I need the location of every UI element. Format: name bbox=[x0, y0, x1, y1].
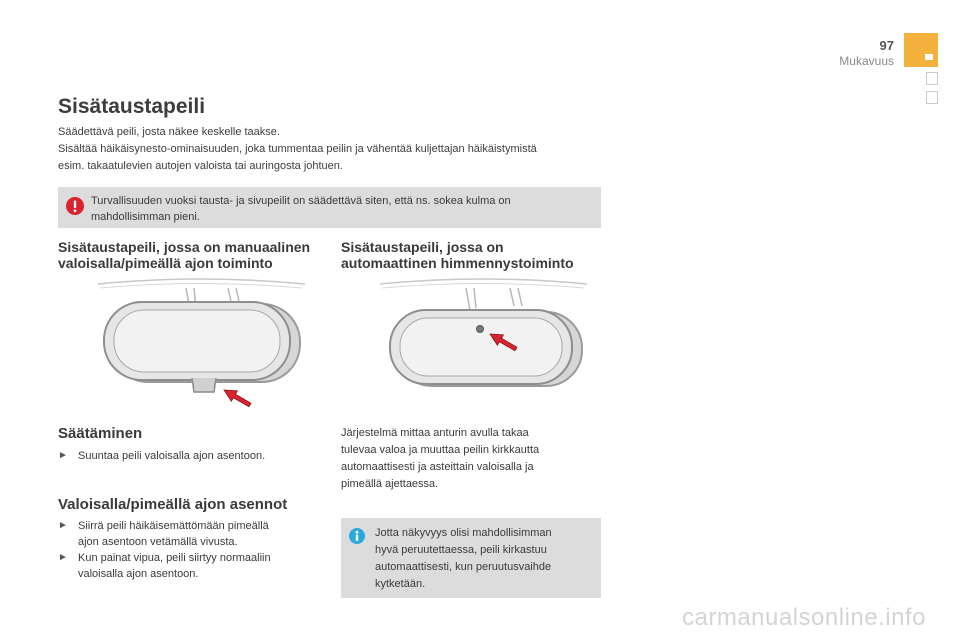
manual-mirror-heading bbox=[58, 239, 328, 271]
positions-heading: Valoisalla/pimeällä ajon asennot bbox=[58, 496, 288, 513]
positions-list bbox=[58, 518, 328, 582]
intro-text bbox=[58, 124, 618, 175]
paragraph-line: Järjestelmä mittaa anturin avulla takaa bbox=[341, 427, 529, 439]
info-note bbox=[341, 518, 601, 598]
chapter-tab-empty bbox=[926, 91, 938, 104]
heading-line: valoisalla/pimeällä ajon toiminto bbox=[58, 255, 273, 271]
list-item-text: Kun painat vipua, peili siirtyy normaaliin bbox=[78, 552, 271, 564]
intro-line: esim. takaatulevien autojen valoista tai auringosta johtuen. bbox=[58, 160, 343, 172]
list-item bbox=[58, 550, 328, 582]
light-sensor-icon bbox=[477, 326, 484, 333]
list-item-text: ajon asentoon vetämällä vivusta. bbox=[78, 536, 238, 548]
warning-line: Turvallisuuden vuoksi tausta- ja sivupeilit on säädettävä siten, että ns. sokea kulma on bbox=[91, 195, 511, 207]
chapter-tab bbox=[904, 33, 938, 67]
page-number: 97 bbox=[879, 38, 894, 53]
info-icon bbox=[349, 528, 365, 544]
bullet-arrow-icon: ► bbox=[58, 520, 68, 531]
intro-line: Sisältää häikäisynesto-ominaisuuden, joka tummentaa peilin ja vähentää kuljettajan häikäistymistä bbox=[58, 143, 537, 155]
red-arrow bbox=[221, 385, 253, 410]
auto-mirror-illustration bbox=[372, 276, 597, 411]
tab-marker bbox=[925, 54, 933, 60]
adjust-heading: Säätäminen bbox=[58, 425, 143, 442]
bullet-arrow-icon: ► bbox=[58, 450, 68, 461]
page-title: Sisätaustapeili bbox=[58, 95, 206, 118]
watermark: carmanualsonline.info bbox=[682, 604, 926, 631]
auto-mirror-heading bbox=[341, 239, 611, 271]
info-line: hyvä peruutettaessa, peili kirkastuu bbox=[375, 544, 547, 556]
paragraph-line: automaattisesti ja asteittain valoisalla ja bbox=[341, 461, 534, 473]
info-line: Jotta näkyvyys olisi mahdollisimman bbox=[375, 527, 552, 539]
manual-mirror-illustration bbox=[90, 276, 315, 411]
chapter-title: Mukavuus bbox=[839, 54, 894, 68]
list-item bbox=[58, 448, 328, 464]
auto-description bbox=[341, 425, 601, 493]
info-line: automaattisesti, kun peruutusvaihde bbox=[375, 561, 552, 573]
adjust-list bbox=[58, 448, 328, 464]
warning-icon bbox=[66, 197, 84, 215]
heading-line: Sisätaustapeili, jossa on bbox=[341, 239, 504, 255]
list-item bbox=[58, 518, 328, 550]
list-item-text: valoisalla ajon asentoon. bbox=[78, 568, 199, 580]
paragraph-line: tulevaa valoa ja muuttaa peilin kirkkautta bbox=[341, 444, 540, 456]
list-item-text: Siirrä peili häikäisemättömään pimeällä bbox=[78, 520, 269, 532]
chapter-tab-empty bbox=[926, 72, 938, 85]
info-line: kytketään. bbox=[375, 578, 426, 590]
intro-line: Säädettävä peili, josta näkee keskelle taakse. bbox=[58, 126, 280, 138]
heading-line: automaattinen himmennystoiminto bbox=[341, 255, 574, 271]
heading-line: Sisätaustapeili, jossa on manuaalinen bbox=[58, 239, 311, 255]
list-item-text: Suuntaa peili valoisalla ajon asentoon. bbox=[78, 450, 266, 462]
warning-note bbox=[58, 187, 601, 228]
bullet-arrow-icon: ► bbox=[58, 552, 68, 563]
warning-line: mahdollisimman pieni. bbox=[91, 211, 200, 223]
paragraph-line: pimeällä ajettaessa. bbox=[341, 478, 439, 490]
